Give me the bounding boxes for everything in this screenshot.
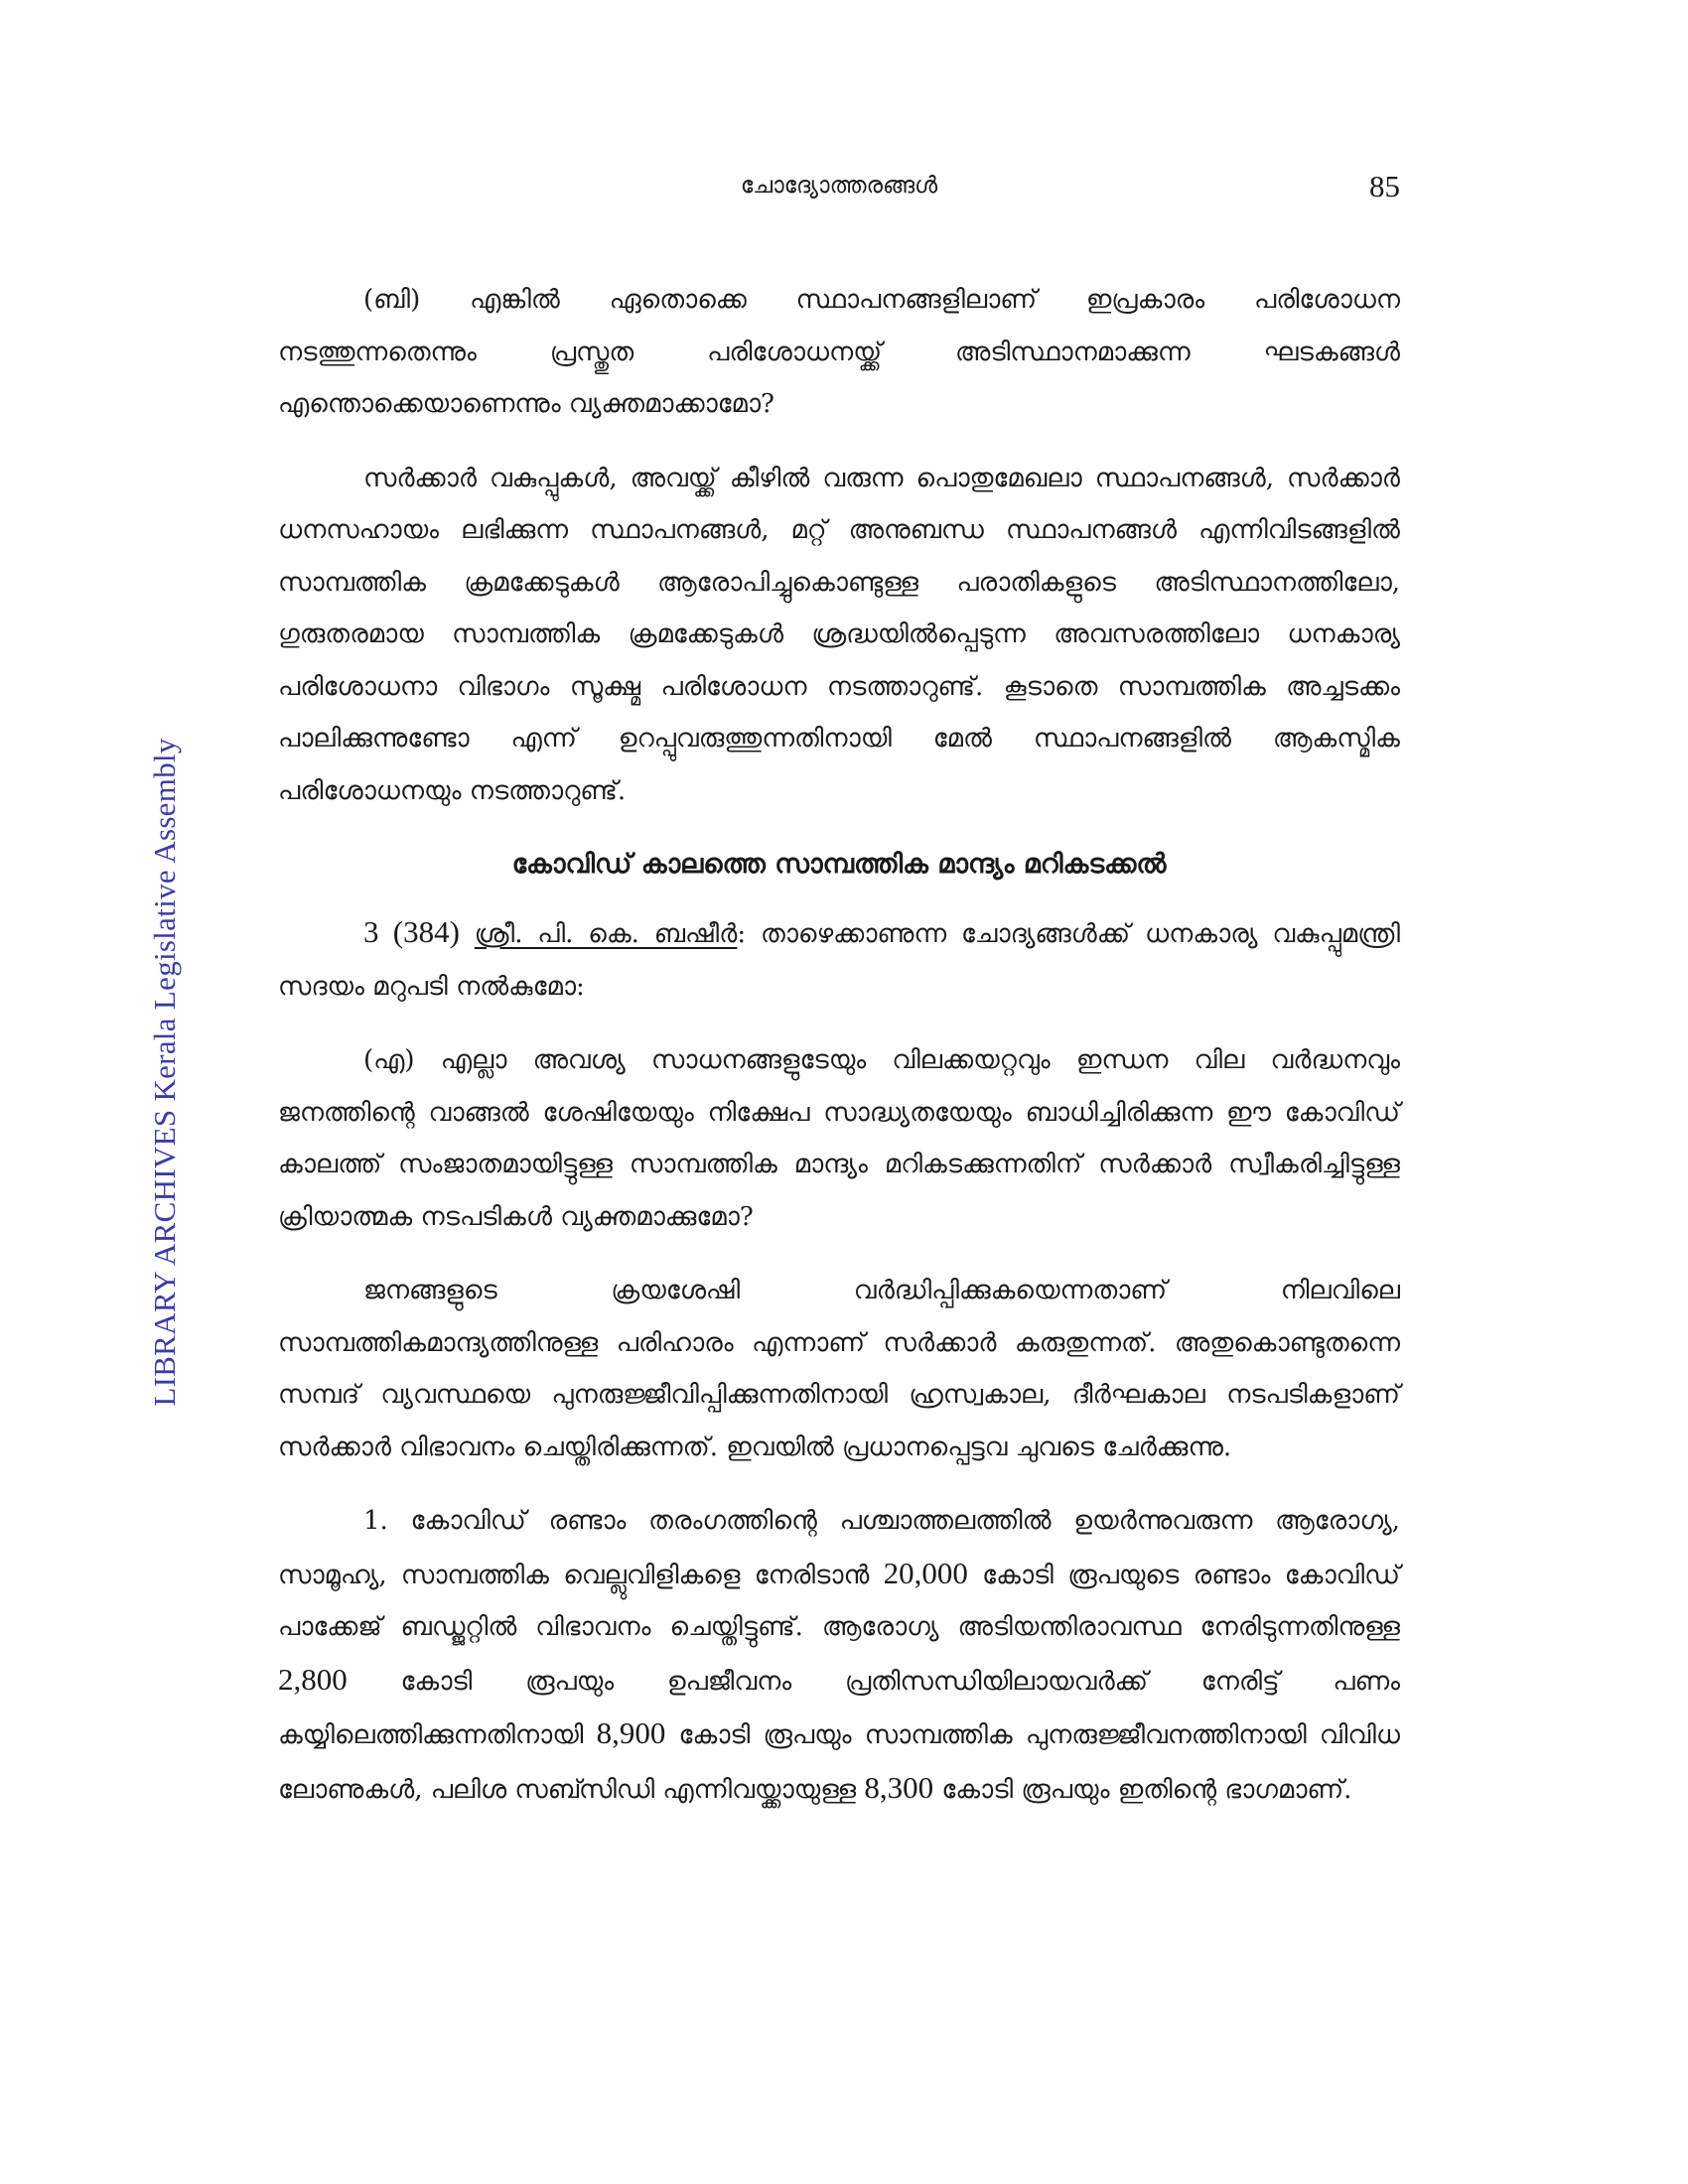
question-a-paragraph: (എ) എല്ലാ അവശ്യ സാധനങ്ങളുടേയും വിലക്കയറ്റവും ഇന്ധന വില വർദ്ധനവും ജനത്തിന്റെ വാങ്ങൽ ശേഷിയേയും നിക്ഷേപ സാദ്ധ്യതയേയും ബാധിച്ചിരിക്കുന്ന ഈ കോവിഡ് കാലത്ത് സംജാതമായിട്ടുള്ള സാമ്പത്തിക മാന്ദ്യം മറികടക്കുന്നതിന് സർക്കാർ സ്വീകരിച്ചിട്ടുള്ള ക്രിയാത്മക നടപടികൾ വ്യക്തമാക്കുമോ? [278, 1045, 1400, 1232]
header-title: ചോദ്യോത്തരങ്ങൾ [740, 173, 938, 199]
point-1-text-d: കോടി രൂപയും സാമ്പത്തിക പുനരുജ്ജീവനത്തിനായി വിവിധ ലോണുകൾ, പലിശ സബ്സിഡി എന്നിവയ്ക്കായുള്ള [278, 1720, 1400, 1805]
point-1-text-b: കോടി രൂപയുടെ രണ്ടാം കോവിഡ് പാക്കേജ് ബഡ്ജറ്റിൽ വിഭാവനം ചെയ്തിട്ടുണ്ട്. ആരോഗ്യ അടിയന്തിരാവസ്ഥ നേരിടുന്നതിനുള്ള [278, 1560, 1400, 1642]
answer-point-1 [278, 1495, 1400, 1816]
answer-a-paragraph: ജനങ്ങളുടെ ക്രയശേഷി വർദ്ധിപ്പിക്കുകയെന്നതാണ് നിലവിലെ സാമ്പത്തികമാന്ദ്യത്തിനുള്ള പരിഹാരം എന്നാണ് സർക്കാർ കരുതുന്നത്. അതുകൊണ്ടുതന്നെ സമ്പദ് വ്യവസ്ഥയെ പുനരുജ്ജീവിപ്പിക്കുന്നതിനായി ഹ്രസ്വകാല, ദീർഘകാല നടപടികളാണ് സർക്കാർ വിഭാവനം ചെയ്തിരിക്കുന്നത്. ഇവയിൽ പ്രധാനപ്പെട്ടവ ചുവടെ ചേർക്കുന്നു. [278, 1276, 1400, 1462]
question-intro-paragraph [278, 906, 1400, 1013]
point-1-text-a: 1. കോവിഡ് രണ്ടാം തരംഗത്തിന്റെ പശ്ചാത്തലത്തിൽ ഉയർന്നുവരുന്ന ആരോഗ്യ, സാമൂഹ്യ, സാമ്പത്തിക വെല്ലുവിളികളെ നേരിടാൻ [278, 1506, 1400, 1590]
point-1-text-e: കോടി രൂപയും ഇതിന്റെ ഭാഗമാണ്. [933, 1774, 1352, 1805]
amount-8300: 8,300 [864, 1769, 934, 1805]
question-number: 3 (384) [363, 914, 460, 949]
amount-20000: 20,000 [883, 1555, 968, 1590]
section-heading: കോവിഡ് കാലത്തെ സാമ്പത്തിക മാന്ദ്യം മറികടക്കൽ [511, 849, 1167, 880]
page-body [278, 274, 1400, 1838]
page-number: 85 [1369, 169, 1400, 204]
running-header [278, 169, 1400, 208]
library-archives-stamp: LIBRARY ARCHIVES Kerala Legislative Assembly [147, 738, 182, 1407]
amount-2800: 2,800 [278, 1661, 348, 1697]
amount-8900: 8,900 [596, 1715, 666, 1750]
question-intro-text: : താഴെക്കാണുന്ന ചോദ്യങ്ങൾക്ക് ധനകാര്യ വകുപ്പുമന്ത്രി സദയം മറുപടി നൽകുമോ: [278, 919, 1400, 1002]
answer-b-paragraph: സർക്കാർ വകുപ്പുകൾ, അവയ്ക്ക് കീഴിൽ വരുന്ന പൊതുമേഖലാ സ്ഥാപനങ്ങൾ, സർക്കാർ ധനസഹായം ലഭിക്കുന്ന സ്ഥാപനങ്ങൾ, മറ്റ് അനുബന്ധ സ്ഥാപനങ്ങൾ എന്നിവിടങ്ങളിൽ സാമ്പത്തിക ക്രമക്കേടുകൾ ആരോപിച്ചുകൊണ്ടുള്ള പരാതികളുടെ അടിസ്ഥാനത്തിലോ, ഗുരുതരമായ സാമ്പത്തിക ക്രമക്കേടുകൾ ശ്രദ്ധയിൽപ്പെടുന്ന അവസരത്തിലോ ധനകാര്യ പരിശോധനാ വിഭാഗം സൂക്ഷ്മ പരിശോധന നടത്താറുണ്ട്. കൂടാതെ സാമ്പത്തിക അച്ചടക്കം പാലിക്കുന്നുണ്ടോ എന്ന് ഉറപ്പുവരുത്തുന്നതിനായി മേൽ സ്ഥാപനങ്ങളിൽ ആകസ്മിക പരിശോധനയും നടത്താറുണ്ട്. [278, 463, 1400, 806]
member-name: ശ്രീ. പി. കെ. ബഷീർ [474, 919, 738, 949]
point-1-text-c: കോടി രൂപയും ഉപജീവനം പ്രതിസന്ധിയിലായവർക്ക് നേരിട്ട് പണം കയ്യിലെത്തിക്കുന്നതിനായി [278, 1666, 1400, 1750]
question-b-paragraph: (ബി) എങ്കിൽ ഏതൊക്കെ സ്ഥാപനങ്ങളിലാണ് ഇപ്രകാരം പരിശോധന നടത്തുന്നതെന്നും പ്രസ്തുത പരിശോധനയ്ക്ക് അടിസ്ഥാനമാക്കുന്ന ഘടകങ്ങൾ എന്തൊക്കെയാണെന്നും വ്യക്തമാക്കാമോ? [278, 285, 1400, 419]
